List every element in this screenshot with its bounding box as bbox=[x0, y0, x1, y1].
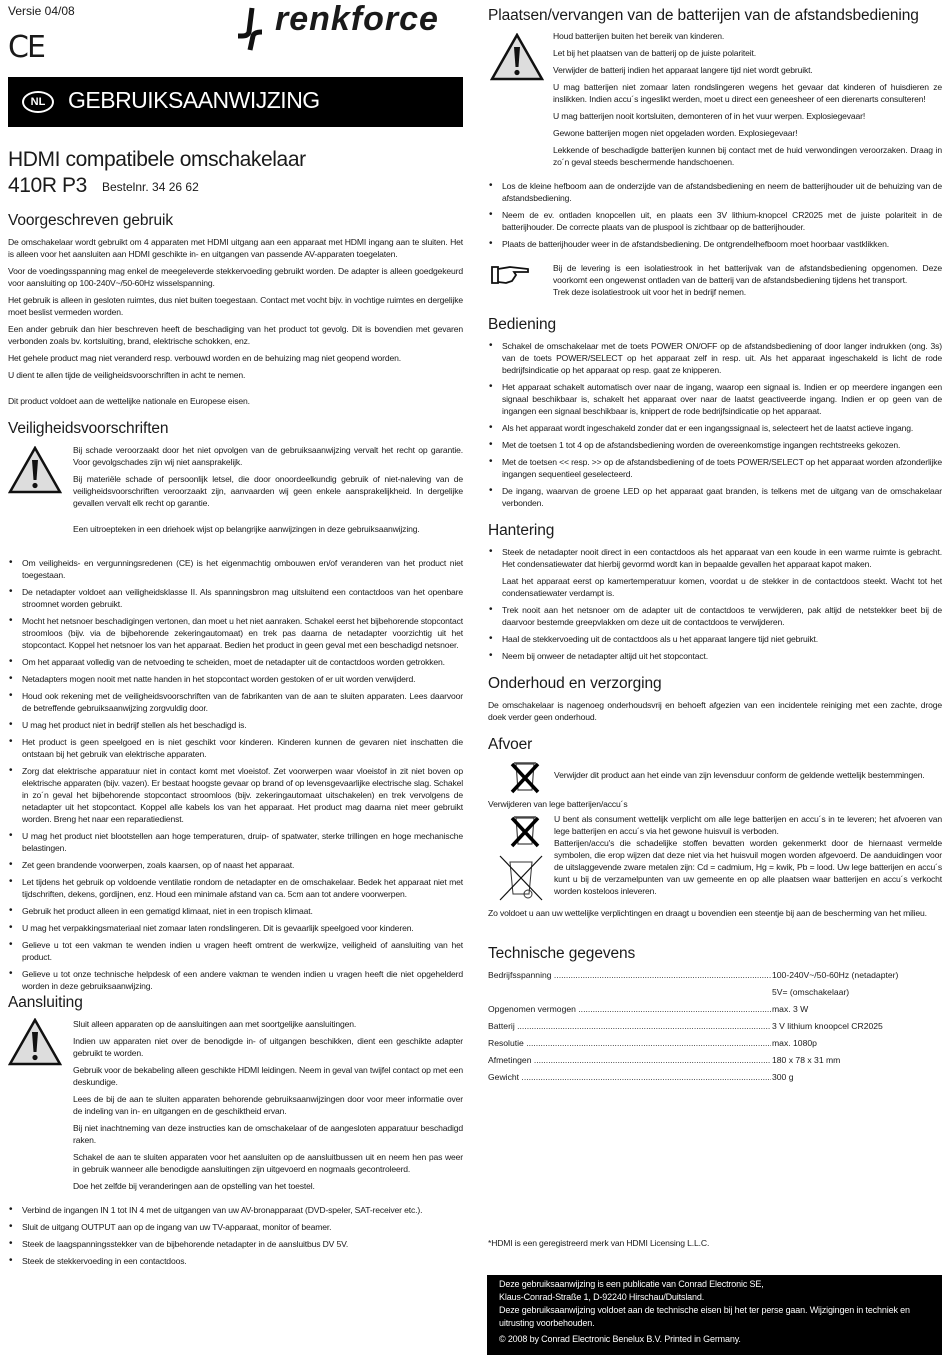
warning-text: Lekkende of beschadigde batterijen kunnen bij contact met de huid verwondingen veroorzaken. Draag in zo´n geval steeds beschermende handschoenen. bbox=[553, 145, 942, 167]
warning-text: Houd batterijen buiten het bereik van kinderen. bbox=[553, 31, 725, 41]
warning-text: Lees de bij de aan te sluiten apparaten behorende gebruiksaanwijzingen door voor meer informatie over de indeling van in- en uitgangen en de geschiktheid ervan. bbox=[73, 1094, 463, 1116]
warning-text: Gewone batterijen mogen niet opgeladen worden. Explosiegevaar! bbox=[553, 128, 798, 138]
ce-mark: CE bbox=[8, 30, 44, 65]
bullet-item: • Netadapters mogen nooit met natte handen in het stopcontact worden gestoken of er uit worden verwijderd. bbox=[8, 673, 463, 685]
footer-line: Deze gebruiksaanwijzing is een publicatie van Conrad Electronic SE, bbox=[499, 1279, 764, 1289]
bullet-item: • Het product is geen speelgoed en is niet geschikt voor kinderen. Kinderen kunnen de gevaren niet inschatten die ontstaan bij het gebruik van elektrische apparaten. bbox=[8, 736, 463, 760]
bullet-item-list bbox=[488, 604, 942, 662]
warning-text: Bij niet inachtneming van deze instructies kan de omschakelaar of de aangesloten apparatuur beschadigd raken. bbox=[73, 1123, 463, 1145]
battery-disposal-text: U bent als consument wettelijk verplicht om alle lege batterijen en accu´s in te leveren; het afvoeren van lege batterijen en accu´s via het gewone huisvuil is verboden. bbox=[554, 814, 942, 836]
model-number: 410R P3 bbox=[8, 174, 87, 197]
banner-title: GEBRUIKSAANWIJZING bbox=[68, 87, 320, 113]
warning-triangle-icon bbox=[8, 1018, 62, 1066]
warning-text-list bbox=[73, 1018, 463, 1192]
spec-row bbox=[488, 969, 942, 981]
renkforce-logo bbox=[236, 6, 266, 57]
disposal-product-text: Verwijder dit product aan het einde van zijn levensduur conform de geldende wettelijk bestemmingen. bbox=[554, 770, 925, 780]
battery-disposal-text: Batterijen/accu's die schadelijke stoffen bevatten worden gekenmerkt door de hiernaast vermelde symbolen, die erop wijzen dat deze niet via het huisvuil mogen worden afgevoerd. De aanduidingen voor de uitslaggevende zware metalen zijn: Cd = cadmium, Hg = kwik, Pb = lood. Uw lege batterijen en accu´s kunt u bij de verzamelpunten van uw gemeente en op alle plaatsen waar batterijen en accu´s verkocht worden kosteloos inleveren. bbox=[554, 838, 942, 896]
specs-section bbox=[488, 945, 942, 1088]
bullet-text: Laat het apparaat eerst op kamertemperatuur komen, voordat u de stekker in de contactdoos steekt. Wacht tot het condensatiewater verdampt is. bbox=[502, 576, 942, 598]
paragraph: Voor de voedingsspanning mag enkel de meegeleverde stekkervoeding gebruikt worden. De adapter is alleen goedgekeurd voor aansluiting op 100-240V~/50-60Hz wisselspanning. bbox=[8, 266, 463, 288]
note-text: Bij de levering is een isolatiestrook in het batterijvak van de afstandsbediening opgenomen. Deze voorkomt een ongewenst ontladen van de batterij van de afstandsbediening tijdens het transport. bbox=[553, 263, 942, 285]
spec-value: 5V= (omschakelaar) bbox=[772, 987, 850, 997]
footer-line: Klaus-Conrad-Straße 1, D-92240 Hirschau/Duitsland. bbox=[499, 1292, 705, 1302]
disposal-section bbox=[488, 736, 942, 936]
operation-section bbox=[488, 316, 942, 514]
warning-text-list bbox=[73, 444, 463, 509]
bullet-item: • Om het apparaat volledig van de netvoeding te scheiden, moet de netadapter uit de contactdoos worden getrokken. bbox=[8, 656, 463, 668]
bullet-item: • Zorg dat elektrische apparatuur niet in contact komt met vloeistof. Zet voorwerpen waar vloeistof in zit niet boven op elektrische apparaten (bijv. vazen). Er bestaat hoogste gevaar op brand of op levensgevaarlijke electrische slag. Schakel in zo´n geval het bijbehorende stopcontact stroomloos (bijv. zekeringautomaat uitschakelen) en trek vervolgens de netadapter uit het stopcontact. Koppel alle kabels los van het apparaat. Het product mag daarna niet meer gebruikt worden. Breng het naar een reparatiedienst. bbox=[8, 765, 463, 825]
spec-value: 180 x 78 x 31 mm bbox=[772, 1055, 841, 1065]
specs-table bbox=[488, 969, 942, 1083]
bullet-item: • Met de toetsen << resp. >> op de afstandsbediening of de toets POWER/SELECT op het apparaat worden afzonderlijke ingangen sequentieel geselecteerd. bbox=[488, 456, 942, 480]
bullet-item: • U mag het verpakkingsmateriaal niet zomaar laten rondslingeren. Dit is gevaarlijk speelgoed voor kinderen. bbox=[8, 922, 463, 934]
section-heading: Bediening bbox=[488, 316, 557, 333]
footer-line: Deze gebruiksaanwijzing voldoet aan de technische eisen bij het ter perse gaan. Wijzigingen in techniek en uitrusting voorbehouden. bbox=[499, 1305, 910, 1328]
spec-value: 300 g bbox=[772, 1072, 794, 1082]
warning-text: Gebruik voor de bekabeling alleen geschikte HDMI leidingen. Neem in geval van twijfel contact op met een deskundige. bbox=[73, 1065, 463, 1087]
product-title: HDMI compatibele omschakelaar bbox=[8, 148, 306, 171]
paragraph: Het gebruik is alleen in gesloten ruimtes, dus niet buiten toegestaan. Contact met vocht bijv. in vochtige ruimtes en dergelijke moet beslist vermeden worden. bbox=[8, 295, 463, 317]
section-heading: Aansluiting bbox=[8, 994, 83, 1011]
crossed-bin-thin-icon bbox=[498, 854, 544, 902]
intended-use-section bbox=[8, 212, 463, 412]
bullet-item: • De netadapter voldoet aan veiligheidsklasse II. Als spanningsbron mag uitsluitend een contactdoos van het openbare stroomnet worden gebruikt. bbox=[8, 586, 463, 610]
spec-label: Batterij ..... bbox=[488, 1020, 771, 1032]
bullet-item bbox=[488, 546, 942, 599]
warning-text: Let bij het plaatsen van de batterij op de juiste polariteit. bbox=[553, 48, 756, 58]
section-heading: Hantering bbox=[488, 522, 555, 539]
bullet-item: • Los de kleine hefboom aan de onderzijde van de afstandsbediening en neem de batterijhouder uit de behuizing van de afstandsbediening. bbox=[488, 180, 942, 204]
bullet-item: • Neem de ev. ontladen knopcellen uit, en plaats een 3V lithium-knopcel CR2025 met de juiste polariteit in de batterijhouder. De correcte plaats van de pluspool is zichtbaar op de batterijhouder. bbox=[488, 209, 942, 233]
spec-value: 100-240V~/50-60Hz (netadapter) bbox=[772, 970, 899, 980]
bullet-item: • Met de toetsen 1 tot 4 op de afstandsbediening worden de overeenkomstige ingangen rechtstreeks gekozen. bbox=[488, 439, 942, 451]
handling-section bbox=[488, 522, 942, 667]
bullet-item: • Schakel de omschakelaar met de toets POWER ON/OFF op de afstandsbediening of door langer indrukken (ong. 3s) van de toets POWER/SELECT op het apparaat zelf in resp. uit. Als het apparaat ingeschakeld is licht de rode bedrijfsindicatie op het apparaat op resp. gaat ze knipperen. bbox=[488, 340, 942, 376]
pointing-hand-icon bbox=[490, 264, 530, 286]
bullet-item-list bbox=[8, 1204, 463, 1267]
crossed-bin-icon bbox=[508, 812, 542, 850]
warning-triangle-icon bbox=[490, 33, 544, 81]
maintenance-text: De omschakelaar is nagenoeg onderhoudsvrij en behoeft afgezien van een incidentele reiniging met een zachte, droge doek verder geen onderhoud. bbox=[488, 700, 942, 722]
version-label: Versie 04/08 bbox=[8, 4, 75, 18]
bullet-item: • Verbind de ingangen IN 1 tot IN 4 met de uitgangen van uw AV-bronapparaat (DVD-speler, SAT-receiver etc.). bbox=[8, 1204, 463, 1216]
paragraph: Het gehele product mag niet veranderd resp. verbouwd worden en de behuizing mag niet geopend worden. bbox=[8, 353, 401, 363]
bullet-item: • Houd ook rekening met de veiligheidsvoorschriften van de fabrikanten van de aan te sluiten apparaten. Lees daarvoor de betreffende gebruiksaanwijzing zorgvuldig door. bbox=[8, 690, 463, 714]
paragraph: De omschakelaar wordt gebruikt om 4 apparaten met HDMI uitgang aan een apparaat met HDMI ingang aan te sluiten. Het is alleen voor het aansluiten aan HDMI geschikte in- en uitgangen van passende AV-apparaten toegelaten. bbox=[8, 237, 463, 259]
bullet-item: • Om veiligheids- en vergunningsredenen (CE) is het eigenmachtig ombouwen en/of veranderen van het product niet toegestaan. bbox=[8, 557, 463, 581]
copyright: © 2008 by Conrad Electronic Benelux B.V. Printed in Germany. bbox=[499, 1334, 741, 1344]
spec-row bbox=[488, 1054, 942, 1066]
bullet-item: • Het apparaat schakelt automatisch over naar de ingang, waarop een signaal is. Indien er op meerdere ingangen een signaal beschikbaar is, schakelt het apparaat over naar de laatst geactiveerde ingang. Indien er op geen van de ingangen een signaal beschikbaar is, knippert de rode bedrijfsindicatie op het apparaat. bbox=[488, 381, 942, 417]
spec-row bbox=[488, 1020, 942, 1032]
section-heading: Plaatsen/vervangen van de batterijen van de afstandsbediening bbox=[488, 7, 919, 24]
safety-section bbox=[8, 420, 463, 997]
disposal-closing: Zo voldoet u aan uw wettelijke verplichtingen en draagt u bovendien een steentje bij aan de bescherming van het milieu. bbox=[488, 908, 927, 918]
section-heading: Voorgeschreven gebruik bbox=[8, 212, 173, 229]
warning-text: Schakel de aan te sluiten apparaten voor het aansluiten op de aansluitbussen uit en neem hen pas weer in gebruik wanneer alle benodigde aansluitingen zijn uitgevoerd en nogmaals gecontroleerd. bbox=[73, 1152, 463, 1174]
bullet-item: • Trek nooit aan het netsnoer om de adapter uit de contactdoos te verwijderen, pak altijd de netstekker beet bij de daarvoor bestemde greepvlakken om deze uit de contactdoos te verwijderen. bbox=[488, 604, 942, 628]
spec-label: Afmetingen ..... bbox=[488, 1054, 771, 1066]
warning-text: U mag batterijen nooit kortsluiten, demonteren of in het vuur werpen. Explosiegevaar! bbox=[553, 111, 866, 121]
section-heading: Veiligheidsvoorschriften bbox=[8, 420, 169, 437]
spec-row bbox=[488, 1037, 942, 1049]
warning-text: Bij materiële schade of persoonlijk letsel, die door onoordeelkundig gebruik of niet-naleving van de veiligheidsvoorschriften veroorzaakt zijn, aanvaarden wij geen enkele aansprakelijkheid. In dergelijke gevallen vervalt elk recht op garantie. bbox=[73, 474, 463, 508]
section-heading: Technische gegevens bbox=[488, 945, 636, 962]
section-heading: Afvoer bbox=[488, 736, 533, 753]
order-number: Bestelnr. 34 26 62 bbox=[102, 180, 199, 194]
bullet-item: • Als het apparaat wordt ingeschakeld zonder dat er een ingangssignaal is, selecteert het de laatst actieve ingang. bbox=[488, 422, 942, 434]
warning-text: Bij schade veroorzaakt door het niet opvolgen van de gebruiksaanwijzing vervalt het recht op garantie. Voor gevolgschades zijn wij niet aansprakelijk. bbox=[73, 445, 463, 467]
spec-label: Gewicht ..... bbox=[488, 1071, 771, 1083]
note-text: Trek deze isolatiestrook uit voor het in bedrijf nemen. bbox=[553, 287, 747, 297]
paragraph: U dient te allen tijde de veiligheidsvoorschriften in acht te nemen. bbox=[8, 370, 246, 380]
spec-value: max. 3 W bbox=[772, 1004, 809, 1014]
section-heading: Onderhoud en verzorging bbox=[488, 675, 662, 692]
bullet-item-list bbox=[8, 557, 463, 992]
bullet-item: • Steek de stekkervoeding in een contactdoos. bbox=[8, 1255, 463, 1267]
spec-row bbox=[488, 986, 942, 998]
bullet-text: Steek de netadapter nooit direct in een contactdoos als het apparaat van een koude in een warme ruimte is gebracht. Het condensatiewater dat hierbij gevormd wordt kan in bepaalde gevallen het apparaat kapot maken. bbox=[502, 547, 942, 569]
spec-value: 3 V lithium knoopcel CR2025 bbox=[772, 1021, 883, 1031]
bullet-item: • De ingang, waarvan de groene LED op het apparaat gaat branden, is telkens met de uitgang van de omschakelaar verbonden. bbox=[488, 485, 942, 509]
publisher-footer bbox=[487, 1275, 942, 1355]
renkforce-logo-icon bbox=[236, 6, 266, 52]
bullet-item-list bbox=[488, 340, 942, 509]
paragraph-list bbox=[8, 236, 463, 381]
bullet-item: • Plaats de batterijhouder weer in de afstandsbediening. De ontgrendelhefboom moet hoorbaar vastklikken. bbox=[488, 238, 942, 250]
connection-section bbox=[8, 994, 463, 1272]
warning-triangle-icon bbox=[8, 446, 62, 494]
bullet-item: • Gelieve u tot een vakman te wenden indien u vragen heeft omtrent de werkwijze, veiligheid of aansluiting van het product. bbox=[8, 939, 463, 963]
bullet-item: • U mag het product niet blootstellen aan hoge temperaturen, druip- of spatwater, sterke trillingen en hoge mechanische belastingen. bbox=[8, 830, 463, 854]
warning-text-list bbox=[553, 30, 942, 168]
battery-section bbox=[488, 7, 942, 303]
bullet-item: • Let tijdens het gebruik op voldoende ventilatie rondom de netadapter en de omschakelaar. Bedek het apparaat niet met tijdschriften, dekens, gordijnen, enz. Houd een minimale afstand van ca. 5cm aan tot andere voorwerpen. bbox=[8, 876, 463, 900]
title-banner bbox=[8, 77, 463, 127]
bullet-item: • Neem bij onweer de netadapter altijd uit het stopcontact. bbox=[488, 650, 942, 662]
warning-text: Sluit alleen apparaten op de aansluitingen aan met soortgelijke aansluitingen. bbox=[73, 1019, 357, 1029]
brand-name: renkforce bbox=[275, 0, 439, 38]
bullet-item: • Mocht het netsnoer beschadigingen vertonen, dan moet u het niet aanraken. Schakel eerst het bijbehorende stopcontact stroomloos (bijv. via de bijbehorende zekeringautomaat) en trek pas daarna de netadapter voorzichtig uit het stopcontact. Koppel het netsnoer los van het apparaat. Bedien het product in geen geval met een beschadigd netsnoer. bbox=[8, 615, 463, 651]
bullet-item: • U mag het product niet in bedrijf stellen als het beschadigd is. bbox=[8, 719, 463, 731]
bullet-item: • Gebruik het product alleen in een gematigd klimaat, niet in een tropisch klimaat. bbox=[8, 905, 463, 917]
bullet-item: • Steek de laagspanningsstekker van de bijbehorende netadapter in de aansluitbus DV 5V. bbox=[8, 1238, 463, 1250]
spec-row bbox=[488, 1071, 942, 1083]
crossed-bin-icon bbox=[508, 758, 542, 796]
warning-text: U mag batterijen niet zomaar laten rondslingeren wegens het gevaar dat kinderen of huisdieren ze inslikken. Indien accu´s ingeslikt werden, moet u direct een geneesheer of een dierenarts consulteren! bbox=[553, 82, 942, 104]
spec-label: Bedrijfsspanning ..... bbox=[488, 969, 771, 981]
bullet-item: • Haal de stekkervoeding uit de contactdoos als u het apparaat langere tijd niet gebruikt. bbox=[488, 633, 942, 645]
language-badge: NL bbox=[22, 91, 54, 113]
battery-disposal-subheading: Verwijderen van lege batterijen/accu´s bbox=[488, 799, 628, 809]
triangle-note: Een uitroepteken in een driehoek wijst op belangrijke aanwijzingen in deze gebruiksaanwijzing. bbox=[73, 524, 420, 534]
spec-label: Opgenomen vermogen ..... bbox=[488, 1003, 771, 1015]
compliance-statement: Dit product voldoet aan de wettelijke nationale en Europese eisen. bbox=[8, 396, 250, 406]
bullet-item-list bbox=[488, 180, 942, 250]
bullet-item: • Zet geen brandende voorwerpen, zoals kaarsen, op of naast het apparaat. bbox=[8, 859, 463, 871]
spec-value: max. 1080p bbox=[772, 1038, 817, 1048]
warning-text: Verwijder de batterij indien het apparaat langere tijd niet wordt gebruikt. bbox=[553, 65, 813, 75]
bullet-item: • Gelieve u tot onze technische helpdesk of een andere vakman te wenden indien u vragen heeft die niet opgehelderd worden in deze gebruiksaanwijzing. bbox=[8, 968, 463, 992]
trademark-footnote: *HDMI is een geregistreerd merk van HDMI Licensing L.L.C. bbox=[488, 1238, 710, 1248]
warning-text: Indien uw apparaten niet over de benodigde in- of uitgangen beschikken, dient een geschikte adapter gebruikt te worden. bbox=[73, 1036, 463, 1058]
spec-row bbox=[488, 1003, 942, 1015]
paragraph: Een ander gebruik dan hier beschreven heeft de beschadiging van het product tot gevolg. Dit is bovendien met gevaren verbonden zoals bv. kortsluiting, brand, elektrische schokken, enz. bbox=[8, 324, 463, 346]
warning-text: Doe het zelfde bij veranderingen aan de opstelling van het toestel. bbox=[73, 1181, 315, 1191]
spec-label: Resolutie ..... bbox=[488, 1037, 771, 1049]
maintenance-section bbox=[488, 675, 942, 728]
bullet-item: • Sluit de uitgang OUTPUT aan op de ingang van uw TV-apparaat, monitor of beamer. bbox=[8, 1221, 463, 1233]
